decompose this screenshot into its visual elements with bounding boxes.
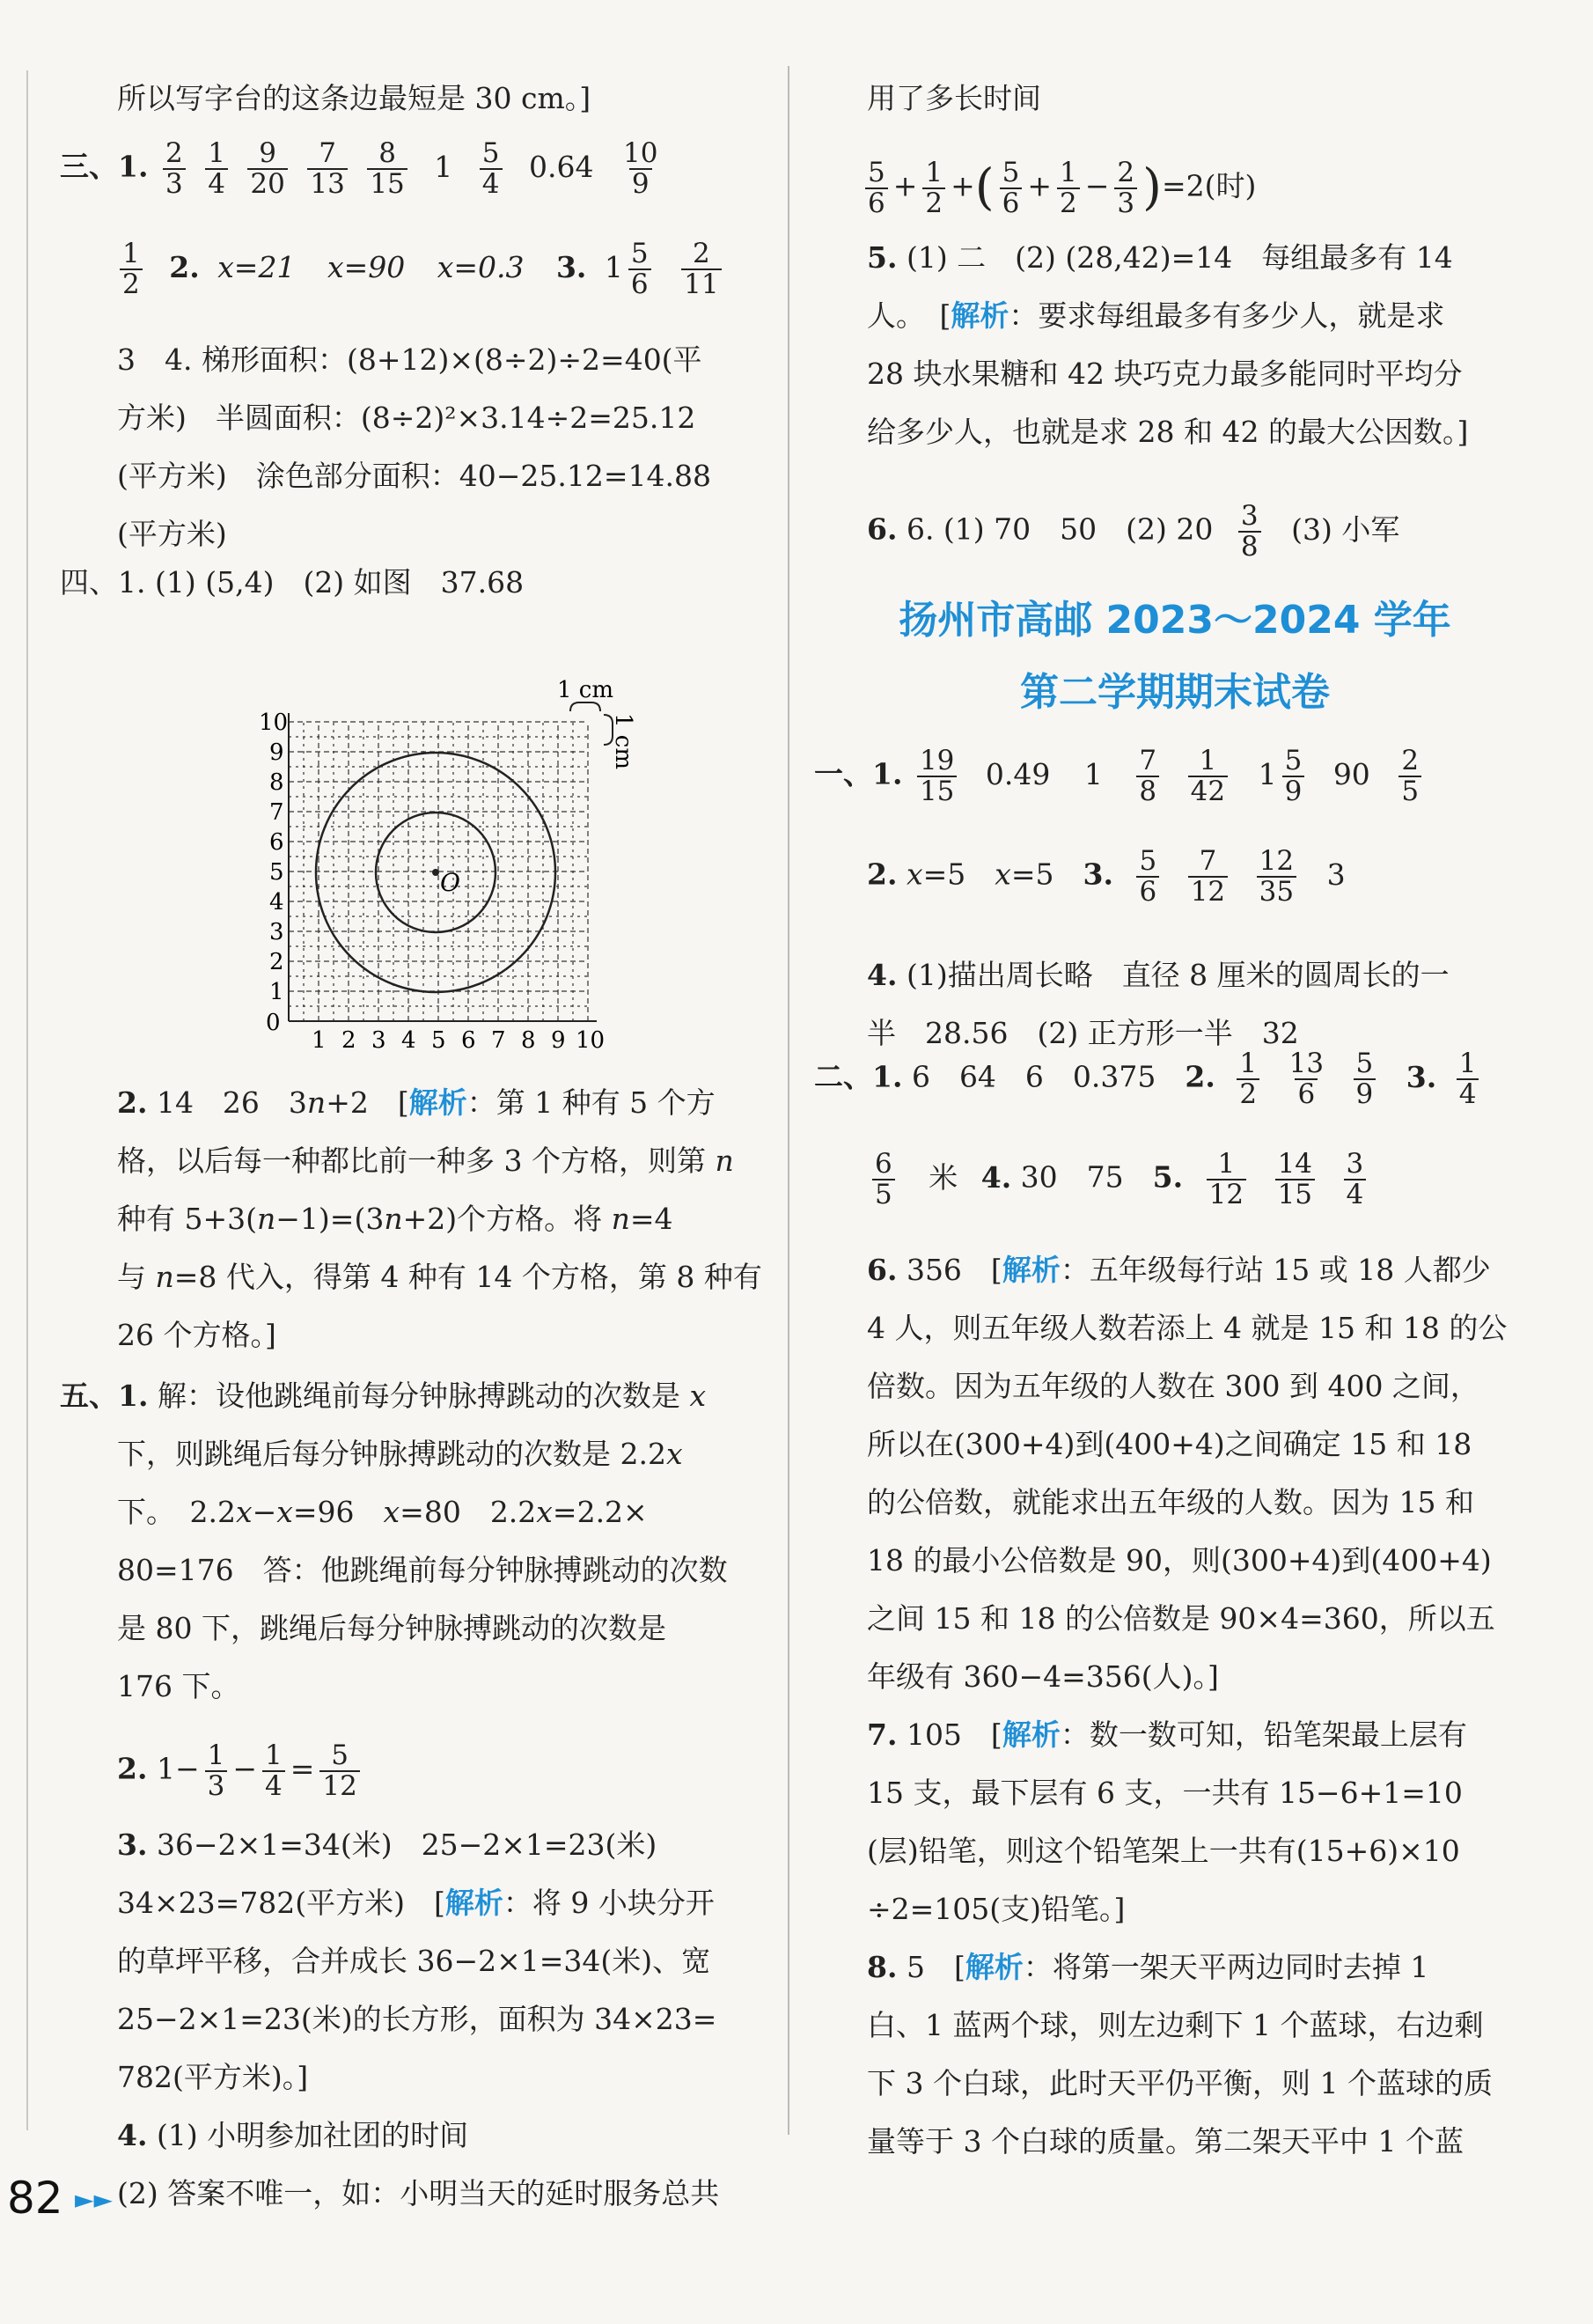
x-tick-label: 10 xyxy=(576,1027,606,1054)
left-top-line: 所以写字台的这条边最短是 30 cm。] xyxy=(117,81,591,115)
y-tick-label: 2 xyxy=(269,949,284,975)
fraction: $\frac{1}{4}$ xyxy=(262,1741,285,1800)
x-tick-label: 1 xyxy=(312,1027,327,1054)
right-q6: 6. 6. (1) 70 50 (2) 20 $\frac{3}{8}$ (3) 小军 xyxy=(867,500,1400,563)
exam-heading-2: 第二学期期末试卷 xyxy=(1020,670,1330,715)
fraction: $\frac{5}{6}$ xyxy=(628,239,651,298)
r-s2-q8: 8. 5 [解析：将第一架天平两边同时去掉 1 白、1 蓝两个球，则左边剩下 1 个蓝球，右边剩 下 3 个白球，此时天平仍平衡，则 1 个蓝球的质 量等于 3 个白球的质量。第二架天平中 1 个蓝 xyxy=(867,1950,1493,2159)
x-tick-label: 3 xyxy=(371,1027,386,1054)
x-tick-label: 2 xyxy=(341,1027,356,1054)
y-tick-label: 5 xyxy=(269,859,284,886)
right-q5: 5. (1) 二 (2) (28,42)=14 每组最多有 14 人。 [解析：要求每组最多有多少人，就是求 28 块水果糖和 42 块巧克力最多能同时平均分 给多少人，也就是求 28 和 42 的最大公因数。] xyxy=(867,240,1469,449)
s5-q1: 五、1. 解：设他跳绳前每分钟脉搏跳动的次数是 x 下，则跳绳后每分钟脉搏跳动的次数是 2.2x 下。 2.2x−x=96 x=80 2.2x=2.2× 80=176 答：他跳绳前每分钟脉搏跳动的次数 是 80 下，跳绳后每分钟脉搏跳动的次数是 176 下。 xyxy=(60,1379,728,1703)
coordinate-grid-figure xyxy=(236,625,694,1074)
right-top-line: 用了多长时间 xyxy=(867,81,1041,115)
page-edge-line xyxy=(26,70,28,2130)
x-tick-label: 7 xyxy=(491,1027,506,1054)
fraction: $\frac{8}{15}$ xyxy=(367,139,407,198)
unit-label-h: 1 cm xyxy=(557,677,614,703)
fraction: $\frac{7}{13}$ xyxy=(307,139,347,198)
time-equation: $\frac{5}{6}$ + $\frac{1}{2}$ +( $\frac{5}{6}$ + $\frac{1}{2}$ − $\frac{2}{3}$ )=2(时) xyxy=(860,158,1256,217)
fraction: $\frac{5}{12}$ xyxy=(319,1741,359,1800)
y-tick-label: 10 xyxy=(259,710,289,736)
s5-q3: 3. 36−2×1=34(米) 25−2×1=23(米) 34×23=782(平方米) [解析：将 9 小块分开 的草坪平移，合并成长 36−2×1=34(米)、宽 25−2×1=23(米)的长方形，面积为 34×23= 782(平方米)。] xyxy=(117,1828,717,2094)
r-s1-line2: 2. x=5 x=5 3. $\frac{5}{6}$ $\frac{7}{12}$ $\frac{12}{35}$ 3 xyxy=(867,845,1346,908)
fraction: $\frac{1}{3}$ xyxy=(205,1741,228,1800)
y-tick-labels xyxy=(259,710,288,1005)
s3-q4: 3 4. 梯形面积：(8+12)×(8÷2)÷2=40(平 方米) 半圆面积：(8÷2)²×3.14÷2=25.12 (平方米) 涂色部分面积：40−25.12=14.88 (平方米) xyxy=(117,342,711,551)
r-s2-line1: 二、1. 6 64 6 0.375 2. $\frac{1}{2}$ $\frac{13}{6}$ $\frac{5}{9}$ 3. $\frac{1}{4}$ xyxy=(814,1049,1484,1108)
r-s2-q7: 7. 105 [解析：数一数可知，铅笔架最上层有 15 支，最下层有 6 支，一共有 15−6+1=10 (层)铅笔，则这个铅笔架上一共有(15+6)×10 ÷2=105(支)铅笔。] xyxy=(867,1717,1467,1926)
center-label: O xyxy=(440,868,460,897)
y-tick-label: 9 xyxy=(269,739,284,766)
r-s1-q4: 4. (1)描出周长略 直径 8 厘米的圆周长的一 半 28.56 (2) 正方形一半 32 xyxy=(867,958,1450,1050)
x-tick-label: 5 xyxy=(431,1027,446,1054)
center-point xyxy=(432,869,439,876)
s3-line2: $\frac{1}{2}$ 2. x=21 x=90 x=0.3 3. 1 $\frac{5}{6}$ $\frac{2}{11}$ xyxy=(114,239,727,298)
r-s1-line1: 一、1. $\frac{19}{15}$ 0.49 1 $\frac{7}{8}$ $\frac{1}{42}$ 1 $\frac{5}{9}$ 90 $\frac{2}{5}$ xyxy=(814,746,1427,805)
column-divider xyxy=(788,66,789,2135)
fraction: $\frac{9}{20}$ xyxy=(247,139,287,198)
s4-line1: 四、1. (1) (5,4) (2) 如图 37.68 xyxy=(60,565,525,599)
s5-q4: 4. (1) 小明参加社团的时间 (2) 答案不唯一，如：小明当天的延时服务总共 xyxy=(117,2118,720,2210)
fraction: $\frac{5}{4}$ xyxy=(480,139,503,198)
x-tick-label: 9 xyxy=(551,1027,566,1054)
r-s2-q6: 6. 356 [解析：五年级每行站 15 或 18 人都少 4 人，则五年级人数若添上 4 就是 15 和 18 的公 倍数。因为五年级的人数在 300 到 400 之间， 所以在(300+4)到(400+4)之间确定 15 和 18 的公倍数，就能求出五年级的人数。因为 15 和 18 的最小公倍数是 90，则(300+4)到(400+4) 之间 15 和 18 的公倍数是 90×4=360，所以五 年级有 360−4=356(人)。] xyxy=(867,1253,1508,1694)
unit-label-v: 1 cm xyxy=(610,713,636,770)
x-tick-label: 6 xyxy=(461,1027,476,1054)
page-number: 82 xyxy=(7,2173,63,2224)
x-tick-labels xyxy=(266,1010,605,1054)
s4-q2: 2. 14 26 3n+2 [解析：第 1 种有 5 个方 格，以后每一种都比前一种多 3 个方格，则第 n 种有 5+3(n−1)=(3n+2)个方格。将 n=4 与 n=8 代入，得第 4 种有 14 个方格，第 8 种有 26 个方格。] xyxy=(117,1085,762,1352)
s5-q2: 2. 1− $\frac{1}{3}$ − $\frac{1}{4}$ = $\frac{5}{12}$ xyxy=(117,1741,365,1800)
r-s2-line2: $\frac{6}{5}$ 米 4. 30 75 5. $\frac{1}{12}$ $\frac{14}{15}$ $\frac{3}{4}$ xyxy=(867,1150,1371,1209)
x-tick-label: 0 xyxy=(266,1010,281,1036)
y-tick-label: 1 xyxy=(269,979,284,1005)
y-tick-label: 4 xyxy=(269,889,284,916)
y-tick-label: 7 xyxy=(269,799,284,826)
y-tick-label: 8 xyxy=(269,769,284,796)
fraction: $\frac{1}{2}$ xyxy=(120,239,143,298)
exam-heading-1: 扬州市高邮 2023～2024 学年 xyxy=(899,598,1451,643)
fraction: $\frac{10}{9}$ xyxy=(623,137,658,200)
unit-bracket-h xyxy=(570,702,600,711)
fraction: $\frac{1}{4}$ xyxy=(205,139,228,198)
x-tick-label: 8 xyxy=(521,1027,536,1054)
fraction: $\frac{2}{3}$ xyxy=(163,139,186,198)
x-tick-label: 4 xyxy=(401,1027,416,1054)
page-arrows: ►► xyxy=(75,2185,114,2214)
s3-line1: 三、1. $\frac{2}{3}$ $\frac{1}{4}$ $\frac{9}{20}$ $\frac{7}{13}$ $\frac{8}{15}$ 1 $\frac{5}{4}$ 0.64 $\frac{10}{9}$ xyxy=(60,139,665,198)
y-tick-label: 6 xyxy=(269,829,284,856)
y-tick-label: 3 xyxy=(269,919,284,945)
fraction: $\frac{2}{11}$ xyxy=(681,239,721,298)
